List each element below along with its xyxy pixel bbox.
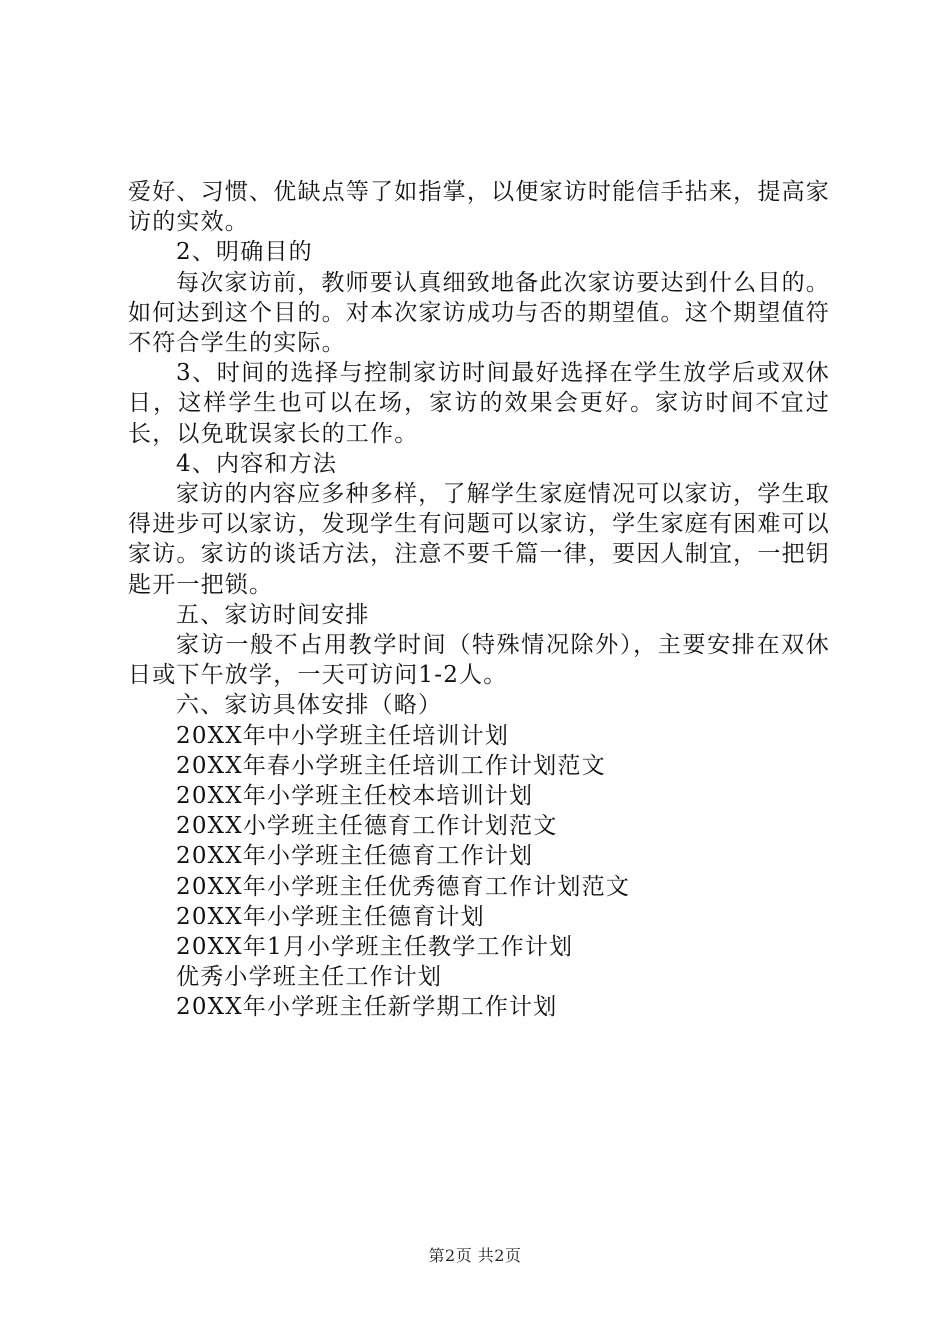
related-title[interactable]: 20XX年春小学班主任培训工作计划范文 — [176, 752, 606, 779]
document-body — [128, 177, 830, 1023]
related-title[interactable]: 20XX年小学班主任新学期工作计划 — [176, 994, 558, 1021]
section-heading: 4、内容和方法 — [176, 450, 338, 477]
paragraph: 家访一般不占用教学时间（特殊情况除外），主要安排在双休日或下午放学，一天可访问1-2人。 — [128, 632, 830, 689]
related-title[interactable]: 20XX年小学班主任德育计划 — [176, 903, 485, 930]
paragraph: 爱好、习惯、优缺点等了如指掌，以便家访时能信手拈来，提高家访的实效。 — [128, 179, 830, 236]
related-title[interactable]: 20XX年1月小学班主任教学工作计划 — [176, 934, 574, 961]
related-title[interactable]: 20XX年中小学班主任培训计划 — [176, 722, 510, 749]
related-title[interactable]: 优秀小学班主任工作计划 — [176, 964, 443, 991]
related-title[interactable]: 20XX小学班主任德育工作计划范文 — [176, 813, 558, 840]
related-title[interactable]: 20XX年小学班主任优秀德育工作计划范文 — [176, 873, 631, 900]
page-footer: 第2页 共2页 — [428, 1246, 522, 1265]
paragraph: 每次家访前，教师要认真细致地备此次家访要达到什么目的。如何达到这个目的。对本次家访成功与否的期望值。这个期望值符不符合学生的实际。 — [128, 269, 830, 357]
related-title[interactable]: 20XX年小学班主任校本培训计划 — [176, 783, 534, 810]
section-heading: 六、家访具体安排（略） — [176, 692, 443, 719]
paragraph: 3、时间的选择与控制家访时间最好选择在学生放学后或双休日，这样学生也可以在场，家访的效果会更好。家访时间不宜过长，以免耽误家长的工作。 — [128, 360, 830, 447]
paragraph: 家访的内容应多种多样，了解学生家庭情况可以家访，学生取得进步可以家访，发现学生有问题可以家访，学生家庭有困难可以家访。家访的谈话方法，注意不要千篇一律，要因人制宜，一把钥匙开一把锁。 — [128, 481, 830, 598]
section-heading: 2、明确目的 — [176, 239, 313, 266]
section-heading: 五、家访时间安排 — [176, 601, 370, 628]
related-titles-list — [128, 721, 830, 1023]
related-title[interactable]: 20XX年小学班主任德育工作计划 — [176, 843, 534, 870]
